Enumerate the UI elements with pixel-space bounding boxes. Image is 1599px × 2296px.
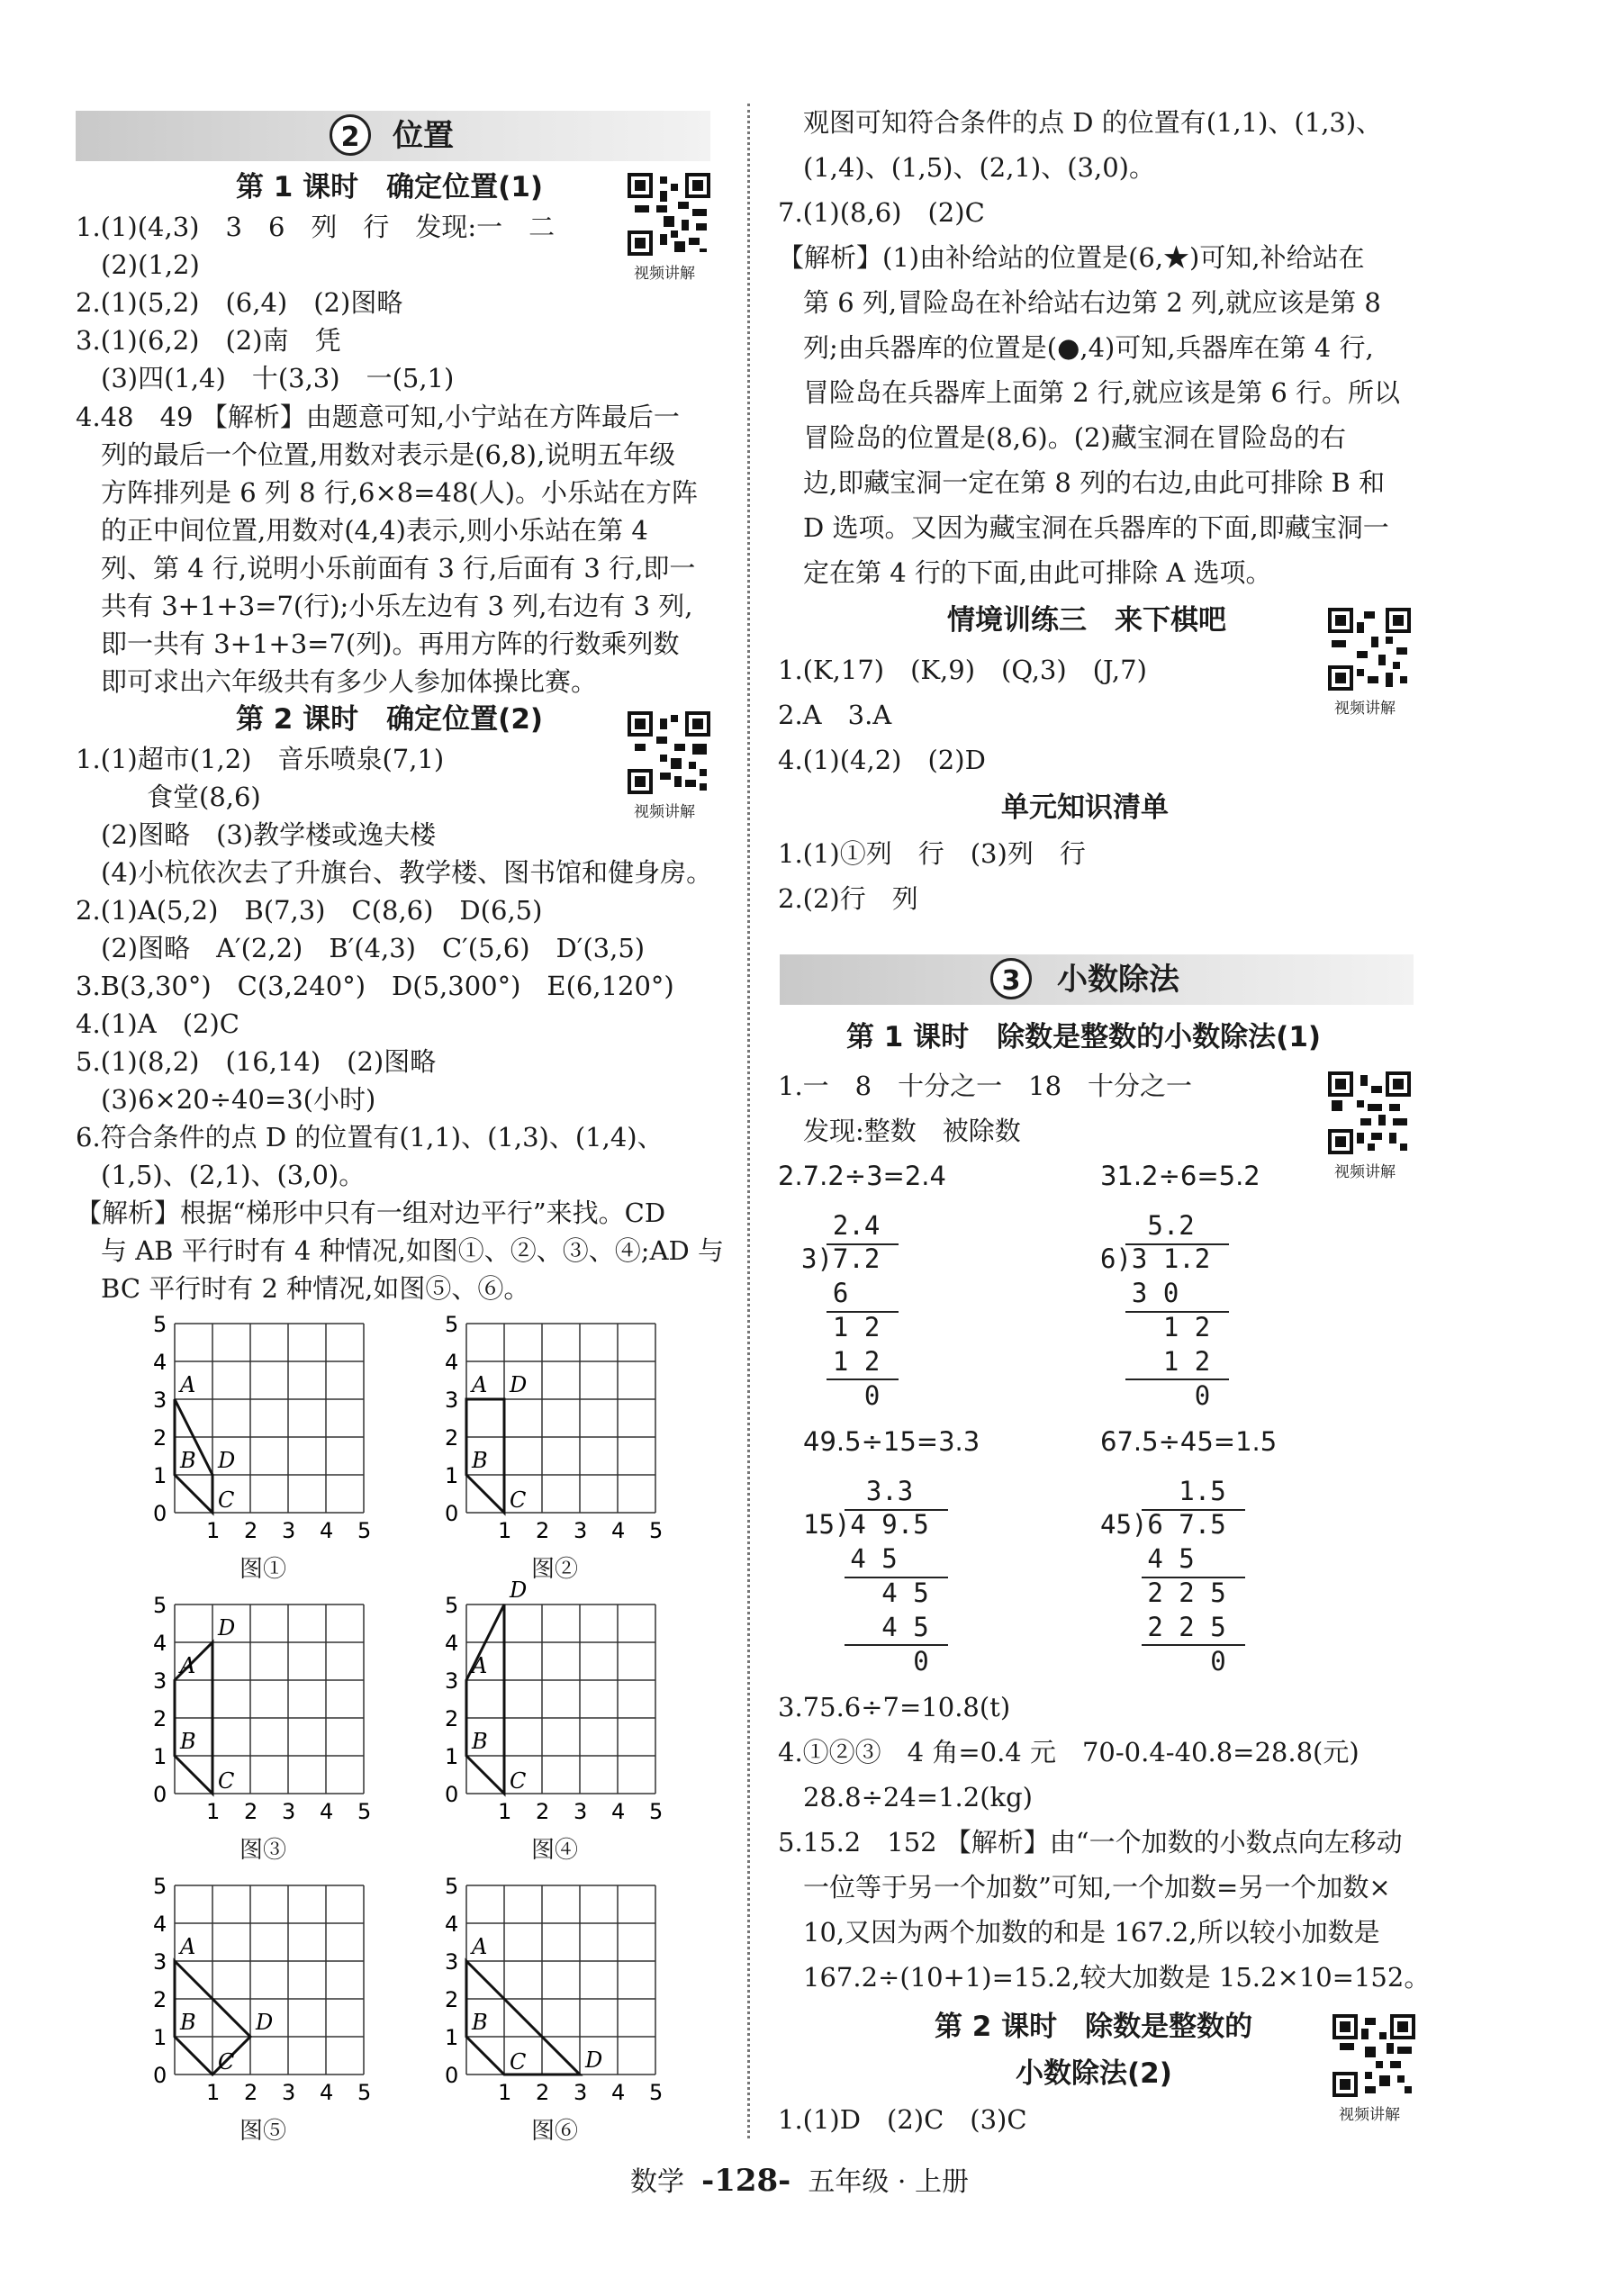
answer-line: (1,5)、(2,1)、(3,0)。: [101, 1160, 366, 1190]
axis-tick-label: 5: [649, 1518, 664, 1541]
div-row: 3)7.2: [801, 1243, 881, 1274]
point-label-b: B: [472, 1448, 488, 1473]
answer-line: 共有 3+1+3=7(行);小乐左边有 3 列,右边有 3 列,: [101, 591, 693, 621]
qr-code-icon[interactable]: [628, 173, 710, 256]
qr-code-icon[interactable]: [1328, 1071, 1411, 1154]
point-label-b: B: [180, 1729, 196, 1754]
unit-3-banner: [780, 954, 1414, 1005]
div-row: 0: [1100, 1646, 1226, 1677]
grade-label: 五年级 · 上册: [808, 2166, 969, 2198]
qr-code-icon-graphic: [1328, 1071, 1411, 1154]
axis-tick-label: 1: [445, 1463, 459, 1488]
axis-tick-label: 2: [244, 2080, 258, 2103]
answer-line: 28.8÷24=1.2(kg): [803, 1782, 1033, 1812]
axis-tick-label: 1: [445, 2025, 459, 2050]
answer-line: (1,4)、(1,5)、(2,1)、(3,0)。: [803, 152, 1155, 183]
axis-tick-label: 1: [498, 1799, 512, 1822]
axis-tick-label: 2: [153, 1425, 167, 1451]
div-row: 2 2 5: [1100, 1577, 1226, 1608]
answer-line: 观图可知符合条件的点 D 的位置有(1,1)、(1,3)、: [803, 107, 1383, 138]
answer-line: 食堂(8,6): [147, 782, 261, 812]
axis-tick-label: 2: [445, 1425, 459, 1451]
point-label-d: D: [510, 1372, 528, 1397]
answer-line: 方阵排列是 6 列 8 行,6×8=48(人)。小乐站在方阵: [101, 477, 699, 508]
axis-tick-label: 5: [649, 2080, 664, 2103]
lesson-heading: 第 1 课时 除数是整数的小数除法(1): [846, 1021, 1322, 1053]
axis-tick-label: 2: [536, 1518, 550, 1541]
coordinate-grid-figure: [139, 1297, 382, 1541]
div-row: 4 5: [803, 1577, 929, 1608]
point-label-b: B: [472, 2010, 488, 2035]
equation: 2.7.2÷3=2.4: [778, 1161, 946, 1191]
answer-line: 发现:整数 被除数: [803, 1116, 1021, 1146]
answer-line: 2.(1)A(5,2) B(7,3) C(8,6) D(6,5): [76, 895, 543, 926]
answer-line: 4.48 49 【解析】由题意可知,小宁站在方阵最后一: [76, 402, 680, 432]
answer-line: 【解析】(1)由补给站的位置是(6,★)可知,补给站在: [778, 242, 1365, 273]
axis-tick-label: 5: [445, 1312, 459, 1337]
axis-tick-label: 5: [357, 1799, 372, 1822]
equation: 67.5÷45=1.5: [1100, 1426, 1278, 1457]
axis-tick-label: 3: [282, 2080, 296, 2103]
qr-label: 视频讲解: [1339, 2106, 1400, 2124]
answer-line: (2)图略 A′(2,2) B′(4,3) C′(5,6) D′(3,5): [101, 933, 646, 963]
div-row: 3.3: [803, 1476, 914, 1506]
figure-caption: 图②: [531, 1556, 579, 1583]
answer-line: 1.一 8 十分之一 18 十分之一: [778, 1071, 1193, 1101]
point-label-d: D: [218, 1448, 236, 1473]
figure-caption: 图⑥: [531, 2118, 579, 2145]
column-divider: [747, 104, 750, 2138]
answer-line: 5.15.2 152 【解析】由“一个加数的小数点向左移动: [778, 1827, 1403, 1858]
axis-tick-label: 3: [153, 1949, 167, 1975]
axis-tick-label: 2: [244, 1799, 258, 1822]
point-label-c: C: [510, 1768, 527, 1794]
answer-line: 4.(1)A (2)C: [76, 1008, 239, 1039]
answer-line: 3.75.6÷7=10.8(t): [778, 1692, 1011, 1722]
figure-caption: 图④: [531, 1837, 579, 1864]
answer-line: 即可求出六年级共有多少人参加体操比赛。: [101, 666, 598, 697]
div-row: 4 5: [803, 1612, 929, 1642]
answer-line: (2)图略 (3)教学楼或逸夫楼: [101, 819, 437, 850]
div-row: 45)6 7.5: [1100, 1509, 1226, 1540]
axis-tick-label: 1: [206, 1518, 221, 1541]
figure-caption: 图③: [239, 1837, 287, 1864]
answer-line: 3.B(3,30°) C(3,240°) D(5,300°) E(6,120°): [76, 971, 674, 1001]
qr-code-icon-graphic: [628, 711, 710, 794]
axis-tick-label: 3: [282, 1799, 296, 1822]
div-row: 5.2: [1100, 1210, 1195, 1241]
answer-line: 定在第 4 行的下面,由此可排除 A 选项。: [803, 557, 1272, 588]
axis-tick-label: 4: [153, 1350, 167, 1375]
qr-code-icon-graphic: [628, 173, 710, 256]
answer-line: 2.(1)(5,2) (6,4) (2)图略: [76, 287, 403, 318]
div-row: 2 2 5: [1100, 1612, 1226, 1642]
axis-tick-label: 4: [320, 2080, 334, 2103]
answer-line: 10,又因为两个加数的和是 167.2,所以较小加数是: [803, 1917, 1380, 1948]
unit-title: 位置: [393, 118, 454, 154]
answer-line: 即一共有 3+1+3=7(列)。再用方阵的行数乘列数: [101, 628, 680, 659]
div-row: 2.4: [801, 1210, 881, 1241]
point-label-a: A: [180, 1372, 196, 1397]
axis-tick-label: 1: [153, 1744, 167, 1769]
div-row: 0: [803, 1646, 929, 1677]
axis-tick-label: 4: [611, 1518, 626, 1541]
subject-label: 数学: [630, 2166, 685, 2198]
div-row: 1 2: [801, 1346, 881, 1377]
answer-line: 5.(1)(8,2) (16,14) (2)图略: [76, 1046, 437, 1077]
answer-line: D 选项。又因为藏宝洞在兵器库的下面,即藏宝洞一: [803, 512, 1389, 543]
axis-tick-label: 3: [574, 1799, 588, 1822]
figure-caption: 图⑤: [239, 2118, 287, 2145]
unit-number: 3: [990, 958, 1032, 999]
axis-tick-label: 4: [320, 1799, 334, 1822]
div-row: 3 0: [1100, 1278, 1179, 1308]
equation: 49.5÷15=3.3: [803, 1426, 980, 1457]
answer-line: (3)四(1,4) 十(3,3) 一(5,1): [101, 363, 455, 393]
axis-tick-label: 0: [445, 2063, 459, 2088]
point-label-b: B: [180, 1448, 196, 1473]
axis-tick-label: 2: [445, 1706, 459, 1731]
lesson-heading: 第 2 课时 确定位置(2): [236, 703, 544, 736]
point-label-b: B: [472, 1729, 488, 1754]
axis-tick-label: 3: [445, 1388, 459, 1413]
qr-label: 视频讲解: [1334, 700, 1396, 718]
answer-line: 2.(2)行 列: [778, 883, 918, 914]
qr-code-icon-graphic: [1332, 2014, 1415, 2097]
answer-line: 边,即藏宝洞一定在第 8 列的右边,由此可排除 B 和: [803, 467, 1386, 498]
div-row: 6: [801, 1278, 849, 1308]
coordinate-grid-figure: [139, 1858, 382, 2103]
point-label-c: C: [510, 2049, 527, 2075]
answer-line: (3)6×20÷40=3(小时): [101, 1084, 376, 1115]
unit-2-banner: [76, 111, 710, 161]
axis-tick-label: 2: [153, 1987, 167, 2012]
answer-line: 4.①②③ 4 角=0.4 元 70-0.4-40.8=28.8(元): [778, 1737, 1360, 1767]
point-label-a: A: [472, 1653, 488, 1678]
section-heading: 情境训练三 来下棋吧: [947, 604, 1226, 637]
qr-code-icon-graphic: [1328, 608, 1411, 691]
lesson-heading: 第 2 课时 除数是整数的: [935, 2011, 1253, 2043]
qr-code-icon[interactable]: [1328, 608, 1411, 691]
lesson-heading: 第 1 课时 确定位置(1): [236, 171, 544, 203]
page-number: -128-: [701, 2163, 791, 2199]
coordinate-grid-figure: [139, 1577, 382, 1822]
answer-line: 【解析】根据“梯形中只有一组对边平行”来找。CD: [76, 1198, 666, 1228]
answer-line: 167.2÷(10+1)=15.2,较大加数是 15.2×10=152。: [803, 1962, 1431, 1993]
axis-tick-label: 2: [153, 1706, 167, 1731]
qr-code-icon[interactable]: [1332, 2014, 1415, 2097]
answer-line: (4)小杭依次去了升旗台、教学楼、图书馆和健身房。: [101, 857, 713, 888]
answer-line: 冒险岛的位置是(8,6)。(2)藏宝洞在冒险岛的右: [803, 422, 1346, 453]
axis-tick-label: 5: [649, 1799, 664, 1822]
axis-tick-label: 0: [445, 1782, 459, 1807]
point-label-c: C: [218, 1768, 235, 1794]
div-row: 15)4 9.5: [803, 1509, 929, 1540]
div-row: 1 2: [801, 1312, 881, 1342]
axis-tick-label: 3: [574, 2080, 588, 2103]
point-label-c: C: [218, 1487, 235, 1513]
axis-tick-label: 0: [445, 1501, 459, 1526]
axis-tick-label: 2: [536, 2080, 550, 2103]
div-row: 4 5: [803, 1543, 898, 1574]
answer-line: BC 平行时有 2 种情况,如图⑤、⑥。: [101, 1273, 530, 1304]
axis-tick-label: 3: [282, 1518, 296, 1541]
point-label-c: C: [510, 1487, 527, 1513]
answer-line: 的正中间位置,用数对(4,4)表示,则小乐站在第 4: [101, 515, 648, 546]
answer-line: 6.符合条件的点 D 的位置有(1,1)、(1,3)、(1,4)、: [76, 1122, 664, 1153]
answer-line: 列;由兵器库的位置是(●,4)可知,兵器库在第 4 行,: [803, 332, 1374, 363]
qr-label: 视频讲解: [1334, 1163, 1396, 1181]
answer-line: 2.A 3.A: [778, 700, 892, 730]
axis-tick-label: 4: [445, 1350, 459, 1375]
point-label-d: D: [256, 2010, 274, 2035]
axis-tick-label: 5: [357, 1518, 372, 1541]
axis-tick-label: 5: [153, 1593, 167, 1618]
figure-caption: 图①: [239, 1556, 287, 1583]
axis-tick-label: 1: [206, 1799, 221, 1822]
qr-code-icon[interactable]: [628, 711, 710, 794]
axis-tick-label: 4: [611, 1799, 626, 1822]
answer-line: 与 AB 平行时有 4 种情况,如图①、②、③、④;AD 与: [101, 1235, 724, 1266]
axis-tick-label: 5: [445, 1593, 459, 1618]
lesson-heading: 小数除法(2): [1016, 2057, 1172, 2090]
answer-line: 列的最后一个位置,用数对表示是(6,8),说明五年级: [101, 439, 676, 470]
axis-tick-label: 0: [153, 1501, 167, 1526]
axis-tick-label: 4: [153, 1631, 167, 1656]
point-label-d: D: [585, 2047, 603, 2073]
answer-line: 3.(1)(6,2) (2)南 凭: [76, 325, 341, 356]
answer-line: (2)(1,2): [101, 249, 200, 280]
axis-tick-label: 1: [498, 1518, 512, 1541]
axis-tick-label: 4: [445, 1912, 459, 1937]
unit-number: 2: [330, 114, 371, 156]
div-row: 6)3 1.2: [1100, 1243, 1211, 1274]
page-footer: [0, 2159, 1599, 2199]
axis-tick-label: 1: [445, 1744, 459, 1769]
div-row: 0: [801, 1380, 881, 1411]
answer-line: 1.(1)超市(1,2) 音乐喷泉(7,1): [76, 744, 445, 774]
answer-line: 1.(1)(4,3) 3 6 列 行 发现:一 二: [76, 212, 556, 242]
answer-line: 1.(1)D (2)C (3)C: [778, 2104, 1027, 2135]
div-row: 1 2: [1100, 1312, 1211, 1342]
unit-title: 小数除法: [1057, 962, 1179, 998]
div-row: 1 2: [1100, 1346, 1211, 1377]
axis-tick-label: 4: [153, 1912, 167, 1937]
axis-tick-label: 1: [153, 1463, 167, 1488]
axis-tick-label: 2: [445, 1987, 459, 2012]
section-heading: 单元知识清单: [1001, 791, 1169, 824]
div-row: 4 5: [1100, 1543, 1195, 1574]
axis-tick-label: 2: [536, 1799, 550, 1822]
axis-tick-label: 4: [320, 1518, 334, 1541]
axis-tick-label: 0: [153, 2063, 167, 2088]
answer-line: 1.(1)①列 行 (3)列 行: [778, 838, 1086, 869]
axis-tick-label: 4: [611, 2080, 626, 2103]
qr-label: 视频讲解: [634, 265, 695, 283]
axis-tick-label: 1: [498, 2080, 512, 2103]
axis-tick-label: 5: [153, 1874, 167, 1899]
axis-tick-label: 3: [153, 1668, 167, 1694]
div-row: 1.5: [1100, 1476, 1226, 1506]
answer-line: 冒险岛在兵器库上面第 2 行,就应该是第 6 行。所以: [803, 377, 1400, 408]
answer-line: 1.(K,17) (K,9) (Q,3) (J,7): [778, 655, 1147, 685]
answer-line: 4.(1)(4,2) (2)D: [778, 745, 986, 775]
axis-tick-label: 3: [153, 1388, 167, 1413]
point-label-a: A: [180, 1653, 196, 1678]
axis-tick-label: 3: [574, 1518, 588, 1541]
axis-tick-label: 5: [445, 1874, 459, 1899]
axis-tick-label: 4: [445, 1631, 459, 1656]
axis-tick-label: 2: [244, 1518, 258, 1541]
coordinate-grid-figure: [430, 1858, 673, 2103]
equation: 31.2÷6=5.2: [1100, 1161, 1260, 1191]
div-row: 0: [1100, 1380, 1211, 1411]
axis-tick-label: 5: [357, 2080, 372, 2103]
axis-tick-label: 5: [153, 1312, 167, 1337]
point-label-d: D: [218, 1615, 236, 1641]
point-label-a: A: [472, 1372, 488, 1397]
axis-tick-label: 1: [206, 2080, 221, 2103]
answer-line: 7.(1)(8,6) (2)C: [778, 197, 985, 228]
axis-tick-label: 0: [153, 1782, 167, 1807]
coordinate-grid-figure: [430, 1577, 673, 1822]
point-label-a: A: [472, 1934, 488, 1959]
coordinate-grid-figure: [430, 1297, 673, 1541]
point-label-c: C: [218, 2049, 235, 2075]
axis-tick-label: 3: [445, 1668, 459, 1694]
point-label-a: A: [180, 1934, 196, 1959]
answer-line: 列、第 4 行,说明小乐前面有 3 行,后面有 3 行,即一: [101, 553, 696, 583]
trapezoid-shape: [466, 1604, 504, 1794]
axis-tick-label: 1: [153, 2025, 167, 2050]
qr-label: 视频讲解: [634, 803, 695, 821]
answer-line: 一位等于另一个加数”可知,一个加数=另一个加数×: [803, 1872, 1391, 1903]
point-label-d: D: [510, 1577, 528, 1603]
answer-line: 第 6 列,冒险岛在补给站右边第 2 列,就应该是第 8: [803, 287, 1381, 318]
axis-tick-label: 3: [445, 1949, 459, 1975]
point-label-b: B: [180, 2010, 196, 2035]
